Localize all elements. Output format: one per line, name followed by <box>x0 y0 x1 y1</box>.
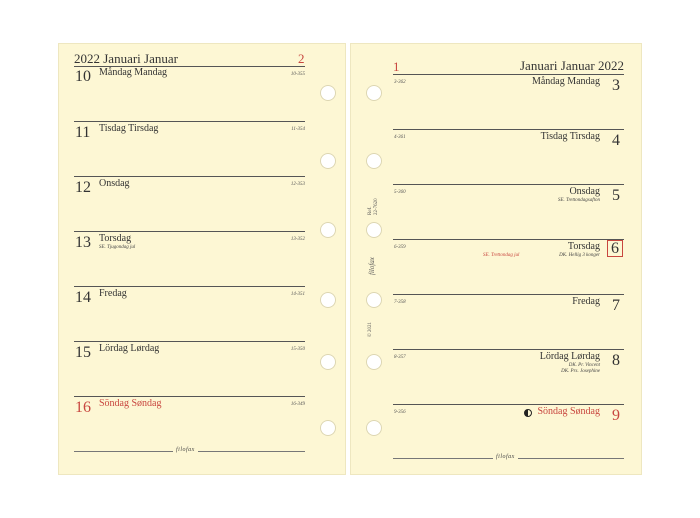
day-number: 5 <box>612 187 620 204</box>
day-note: DK. Prs. Josephine <box>561 369 600 374</box>
day-of-year-code: 12-353 <box>290 182 305 187</box>
left-brand-logo: filofax <box>173 447 198 453</box>
punch-hole <box>320 153 336 169</box>
day-row[interactable] <box>74 176 305 231</box>
day-name: Torsdag <box>567 241 600 252</box>
punch-hole <box>366 292 382 308</box>
day-number: 3 <box>612 77 620 94</box>
right-page-number: 1 <box>393 59 400 74</box>
day-name: Tisdag Tirsdag <box>99 123 159 134</box>
day-name: Måndag Mandag <box>531 76 600 87</box>
day-name: Söndag Søndag <box>537 406 600 417</box>
punch-hole <box>366 153 382 169</box>
day-of-year-code: 15-350 <box>290 347 305 352</box>
day-rule <box>74 396 305 397</box>
day-number: 16 <box>75 399 91 416</box>
day-rule <box>393 184 624 185</box>
day-row[interactable] <box>393 404 624 459</box>
day-name: Fredag <box>99 288 127 299</box>
day-row[interactable] <box>74 286 305 341</box>
day-rule <box>393 349 624 350</box>
day-row[interactable] <box>74 341 305 396</box>
day-of-year-code: 16-349 <box>290 402 305 407</box>
right-page-title: Januari Januar 2022 <box>520 58 624 73</box>
day-name: Lördag Lørdag <box>539 351 600 362</box>
day-of-year-code: 8-357 <box>394 355 406 360</box>
day-number: 12 <box>75 179 91 196</box>
punch-hole <box>366 354 382 370</box>
day-of-year-code: 11-354 <box>291 127 305 132</box>
left-diary-page <box>58 43 346 475</box>
punch-hole <box>366 222 382 238</box>
day-row[interactable] <box>393 184 624 239</box>
punch-hole <box>320 222 336 238</box>
day-name: Lördag Lørdag <box>99 343 160 354</box>
day-number: 9 <box>612 407 620 424</box>
day-note-se: SE. Trettondag jul <box>483 253 520 258</box>
day-note: DK. Hellig 3 konger <box>559 253 600 258</box>
right-diary-page <box>350 43 642 475</box>
day-of-year-code: 5-360 <box>394 190 406 195</box>
moon-phase-icon <box>524 409 532 417</box>
left-page-title: 2022 Januari Januar <box>74 51 178 66</box>
day-number: 10 <box>75 68 91 85</box>
day-number: 7 <box>612 297 620 314</box>
day-of-year-code: 13-352 <box>290 237 305 242</box>
day-rule <box>393 129 624 130</box>
spine-copyright: © 2021 <box>368 321 373 337</box>
day-of-year-code: 6-359 <box>394 245 406 250</box>
day-name: Söndag Søndag <box>99 398 162 409</box>
spine-ref-code: Ref. 22-7620 <box>368 198 379 215</box>
punch-hole <box>320 292 336 308</box>
day-number: 13 <box>75 234 91 251</box>
day-number: 14 <box>75 289 91 306</box>
punch-hole <box>366 85 382 101</box>
day-rule <box>393 404 624 405</box>
day-name: Måndag Mandag <box>99 67 168 78</box>
today-day-number: 6 <box>607 240 623 257</box>
day-name: Onsdag <box>569 186 600 197</box>
day-of-year-code: 10-355 <box>290 72 305 77</box>
day-rule <box>74 121 305 122</box>
day-number: 4 <box>612 132 620 149</box>
day-note: SE. Trettondagsafton <box>557 198 600 203</box>
day-rule <box>74 341 305 342</box>
day-number: 8 <box>612 352 620 369</box>
day-of-year-code: 9-356 <box>394 410 406 415</box>
day-number: 11 <box>75 124 91 141</box>
day-of-year-code: 7-358 <box>394 300 406 305</box>
day-row[interactable] <box>393 129 624 184</box>
day-of-year-code: 4-361 <box>394 135 406 140</box>
day-note: DK. Pr. Vincent <box>568 363 600 368</box>
day-row[interactable] <box>74 396 305 451</box>
punch-hole <box>320 354 336 370</box>
day-name: Tisdag Tirsdag <box>540 131 600 142</box>
day-name: Torsdag <box>99 233 132 244</box>
punch-hole <box>320 420 336 436</box>
day-row[interactable] <box>74 231 305 286</box>
day-of-year-code: 3-362 <box>394 80 406 85</box>
day-row[interactable] <box>393 294 624 349</box>
day-name: Onsdag <box>99 178 130 189</box>
day-row[interactable] <box>393 239 624 294</box>
punch-hole <box>320 85 336 101</box>
day-of-year-code: 14-351 <box>290 292 305 297</box>
day-row[interactable] <box>393 349 624 404</box>
day-rule <box>74 231 305 232</box>
day-rule <box>393 294 624 295</box>
day-rule <box>74 176 305 177</box>
day-rule <box>393 239 624 240</box>
day-row[interactable] <box>74 121 305 176</box>
right-brand-logo: filofax <box>493 454 518 460</box>
day-row[interactable] <box>393 74 624 129</box>
day-number: 15 <box>75 344 91 361</box>
day-rule <box>74 286 305 287</box>
day-note: SE. Tjugondag jul <box>99 245 136 250</box>
day-row[interactable] <box>74 66 305 121</box>
punch-hole <box>366 420 382 436</box>
left-page-number: 2 <box>298 51 305 66</box>
spine-brand-logo: filofax <box>368 257 376 275</box>
day-name: Fredag <box>572 296 600 307</box>
